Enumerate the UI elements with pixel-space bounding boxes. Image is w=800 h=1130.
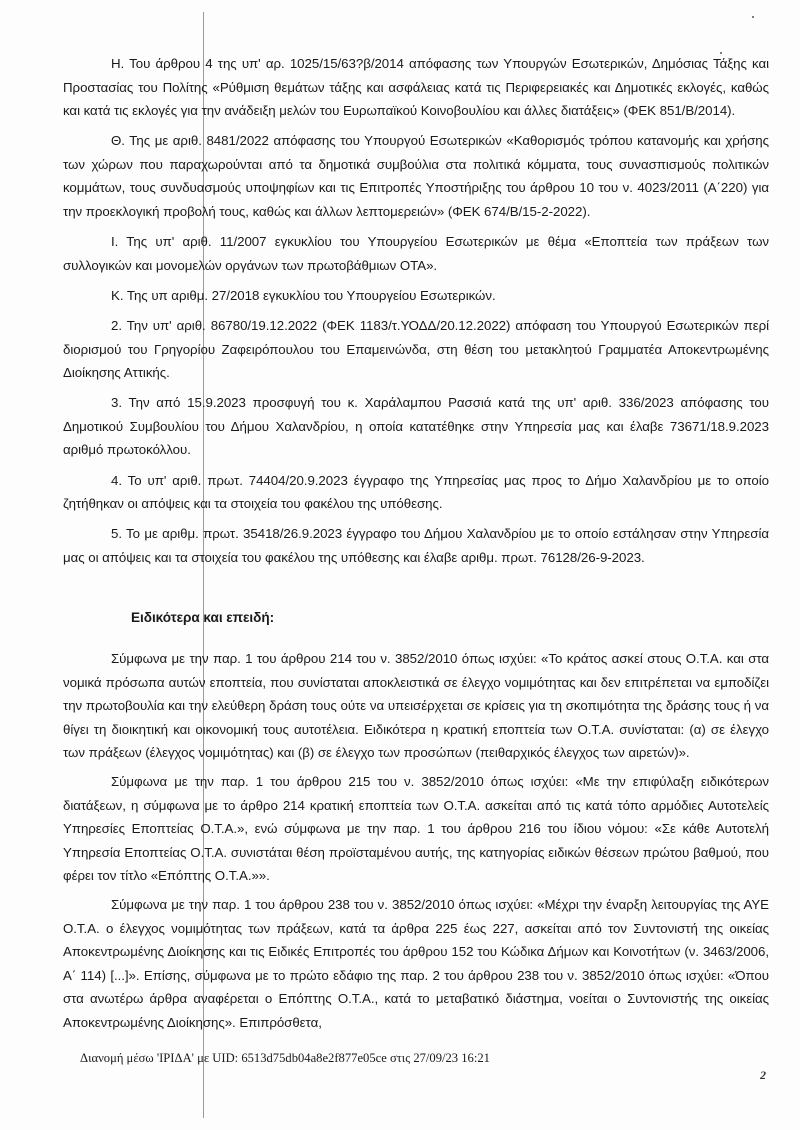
document-body — [63, 52, 769, 1039]
section-heading: Ειδικότερα και επειδή: — [131, 610, 275, 626]
paragraph-k: Κ. Της υπ αριθμ. 27/2018 εγκυκλίου του Υπουργείου Εσωτερικών. — [111, 287, 496, 303]
paragraph-4: 4. Το υπ' αριθ. πρωτ. 74404/20.9.2023 έγγραφο της Υπηρεσίας μας προς το Δήμο Χαλανδρίου με το οποίο ζητήθηκαν οι απόψεις και τα στοιχεία του φακέλου της υπόθεσης. — [63, 472, 769, 512]
section-paragraph: Σύμφωνα με την παρ. 1 του άρθρου 215 του ν. 3852/2010 όπως ισχύει: «Με την επιφύλαξη ειδικότερων διατάξεων, η σύμφωνα με το άρθρο 214 κρατική εποπτεία των Ο.Τ.Α. ασκείται από τις κατά τόπο αρμόδιες Αυτοτελείς Υπηρεσίες Εποπτείας Ο.Τ.Α.», ενώ σύμφωνα με την παρ. 1 του άρθρου 216 του ίδιου νόμου: «Σε κάθε Αυτοτελή Υπηρεσία Εποπτείας Ο.Τ.Α. συνιστάται θέση προϊσταμένου αυτής, της κατηγορίας ειδικών θέσεων πρώτου βαθμού, που φέρει τον τίτλο «Επόπτης Ο.Τ.Α.»». — [63, 773, 769, 884]
paragraph-i: Ι. Της υπ' αριθ. 11/2007 εγκυκλίου του Υπουργείου Εσωτερικών με θέμα «Εποπτεία των πράξεων των συλλογικών και μονομελών οργάνων των πρωτοβάθμιων ΟΤΑ». — [63, 234, 769, 273]
section-paragraph: Σύμφωνα με την παρ. 1 του άρθρου 214 του ν. 3852/2010 όπως ισχύει: «Το κράτος ασκεί στους Ο.Τ.Α. και στα νομικά πρόσωπα αυτών εποπτεία, που συνίσταται αποκλειστικά σε έλεγχο νομιμότητας και δεν επιτρέπεται να εμποδίζει την πρωτοβουλία και την ελεύθερη δράση τους ούτε να υπεισέρχεται σε κρίσεις για τη σκοπιμότητα της δράσης τους ή να θίγει τη διοικητική και οικονομική τους αυτοτέλεια. Ειδικότερα η κρατική εποπτεία των Ο.Τ.Α. συνίσταται: (α) σε έλεγχο των πράξεων (έλεγχος νομιμότητας) και (β) σε έλεγχο των προσώπων (πειθαρχικός έλεγχος των αιρετών)». — [63, 650, 769, 761]
paragraph-3: 3. Την από 15.9.2023 προσφυγή του κ. Χαράλαμπου Ρασσιά κατά της υπ' αριθ. 336/2023 απόφασης του Δημοτικού Συμβουλίου του Δήμου Χαλανδρίου, η οποία κατατέθηκε στην Υπηρεσία μας και έλαβε 73671/18.9.2023 αριθμό πρωτοκόλλου. — [63, 395, 769, 458]
page-number: 2 — [760, 1068, 766, 1082]
distribution-footer: Διανομή μέσω 'ΙΡΙΔΑ' με UID: 6513d75db04a8e2f877e05ce στις 27/09/23 16:21 — [80, 1051, 490, 1065]
paragraph-theta: Θ. Της με αριθ. 8481/2022 απόφασης του Υπουργού Εσωτερικών «Καθορισμός τρόπου κατανομής και χρήσης των χώρων που παραχωρούνται από τα δημοτικά συμβούλια στα πολιτικά κόμματα, τους συνασπισμούς πολιτικών κομμάτων, τους συνδυασμούς υποψηφίων και τις Επιτροπές Υποστήριξης του άρθρου 10 του ν. 4023/2011 (Α΄220) για την προεκλογική προβολή τους, καθώς και άλλων λεπτομερειών» (ΦΕΚ 674/Β/15-2-2022). — [63, 133, 769, 220]
paragraph-2: 2. Την υπ' αριθ. 86780/19.12.2022 (ΦΕΚ 1183/τ.ΥΟΔΔ/20.12.2022) απόφαση του Υπουργού Εσωτερικών περί διορισμού του Γρηγορίου Ζαφειρόπουλου του Επαμεινώνδα, στη θέση του μετακλητού Γραμματέα Αποκεντρωμένης Διοίκησης Αττικής. — [63, 317, 769, 381]
paragraph-5: 5. Το με αριθμ. πρωτ. 35418/26.9.2023 έγγραφο του Δήμου Χαλανδρίου με το οποίο εστάλησαν στην Υπηρεσία μας οι απόψεις και τα στοιχεία του φακέλου της υπόθεσης και έλαβε αριθμ. πρωτ. 76128/26-9-2023. — [63, 526, 769, 565]
scan-speck — [752, 16, 754, 18]
paragraph-h: Η. Του άρθρου 4 της υπ' αρ. 1025/15/63?β/2014 απόφασης των Υπουργών Εσωτερικών, Δημόσιας Τάξης και Προστασίας του Πολίτης «Ρύθμιση θεμάτων τάξης και ασφάλειας κατά τις Περιφερειακές και Δημοτικές εκλογές, καθώς και κατά τις εκλογές για την ανάδειξη μελών του Ευρωπαϊκού Κοινοβουλίου και άλλες διατάξεις» (ΦΕΚ 851/Β/2014). — [63, 56, 769, 119]
section-paragraph: Σύμφωνα με την παρ. 1 του άρθρου 238 του ν. 3852/2010 όπως ισχύει: «Μέχρι την έναρξη λειτουργίας της ΑΥΕ Ο.Τ.Α. ο έλεγχος νομιμότητας των πράξεων, κατά τα άρθρα 225 έως 227, ασκείται από τον Συντονιστή της οικείας Αποκεντρωμένης Διοίκησης και τις Ειδικές Επιτροπές του άρθρου 152 του Κώδικα Δήμων και Κοινοτήτων (ν. 3463/2006, Α΄ 114) [...]». Επίσης, σύμφωνα με το πρώτο εδάφιο της παρ. 2 του άρθρου 238 του ν. 3852/2010 όπως ισχύει: «Όπου στα ανωτέρω άρθρα αναφέρεται ο Επόπτης Ο.Τ.Α., κατά το μεταβατικό διάστημα, νοείται ο Συντονιστής της οικείας Αποκεντρωμένης Διοίκησης». Επιπρόσθετα, — [63, 896, 769, 1030]
